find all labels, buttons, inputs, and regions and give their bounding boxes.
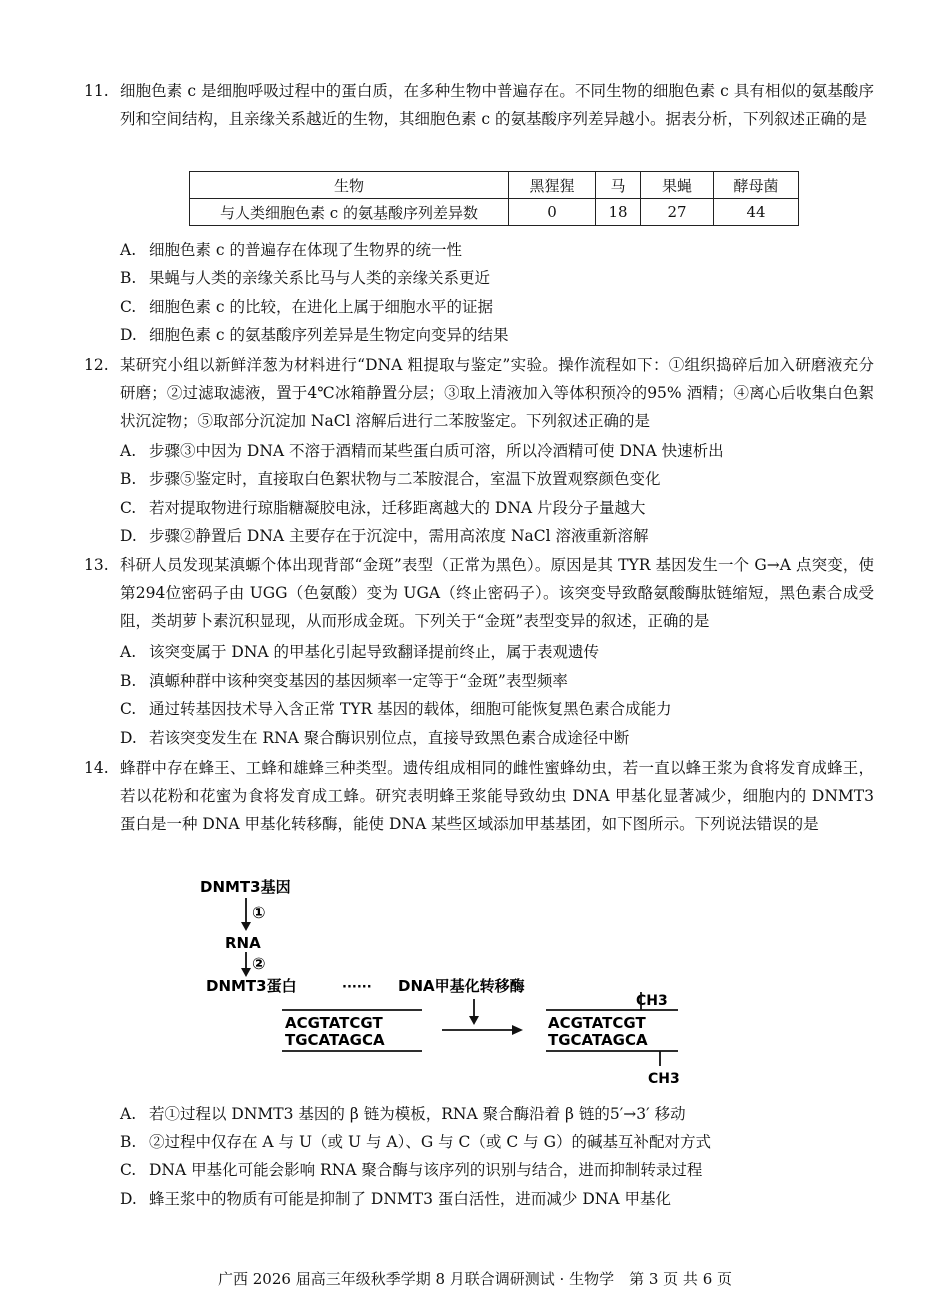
option-text: 细胞色素 c 的氨基酸序列差异是生物定向变异的结果: [149, 326, 509, 344]
dnmt3-gene-label: DNMT3基因: [200, 878, 291, 896]
option-b[interactable]: [120, 1128, 880, 1156]
option-label: D.: [120, 527, 137, 545]
step-1-label: ①: [252, 903, 266, 922]
option-b[interactable]: [120, 465, 880, 493]
methylation-diagram: [190, 870, 730, 1095]
table-cell: 27: [641, 199, 714, 226]
methyl-group-bottom: CH3: [648, 1071, 680, 1087]
option-label: A.: [120, 643, 137, 661]
option-text: 若该突变发生在 RNA 聚合酶识别位点，直接导致黑色素合成途径中断: [149, 729, 630, 747]
option-label: B.: [120, 269, 137, 287]
table-cell: 黑猩猩: [509, 172, 596, 199]
option-d[interactable]: [120, 321, 880, 349]
option-text: ②过程中仅存在 A 与 U（或 U 与 A）、G 与 C（或 C 与 G）的碱基互补配对方式: [149, 1133, 711, 1151]
table-cell: 44: [714, 199, 799, 226]
arrow-head: [241, 922, 251, 931]
arrow-head: [512, 1025, 523, 1035]
dna-strand-top: ACGTATCGT: [285, 1014, 383, 1032]
question-12: [84, 351, 874, 435]
option-c[interactable]: [120, 293, 880, 321]
option-b[interactable]: [120, 667, 880, 695]
option-a[interactable]: [120, 638, 880, 666]
table-cell: 马: [596, 172, 641, 199]
question-stem: 蜂群中存在蜂王、工蜂和雄蜂三种类型。遗传组成相同的雌性蜜蜂幼虫，若一直以蜂王浆为食将发育成蜂王，若以花粉和花蜜为食将发育成工蜂。研究表明蜂王浆能导致幼虫 DNA 甲基化显著减少，细胞内的 DNMT3 蛋白是一种 DNA 甲基化转移酶，能使 DNA 某些区域添加甲基基团，如下图所示。下列说法错误的是: [120, 759, 874, 833]
question-11: [84, 77, 874, 133]
table-cell: 0: [509, 199, 596, 226]
question-number: 14.: [84, 759, 109, 777]
dnmt3-protein-label: DNMT3蛋白: [206, 977, 297, 995]
option-label: D.: [120, 326, 137, 344]
option-d[interactable]: [120, 1185, 880, 1213]
question-number: 11.: [84, 82, 109, 100]
question-number: 13.: [84, 556, 109, 574]
option-text: 细胞色素 c 的比较，在进化上属于细胞水平的证据: [149, 298, 494, 316]
option-c[interactable]: [120, 695, 880, 723]
table-row: [190, 199, 799, 226]
option-d[interactable]: [120, 522, 880, 550]
option-label: D.: [120, 729, 137, 747]
question-14: [84, 754, 874, 838]
arrow-head: [241, 968, 251, 977]
option-label: D.: [120, 1190, 137, 1208]
methyl-group-top: CH3: [636, 993, 668, 1009]
question-stem: 某研究小组以新鲜洋葱为材料进行“DNA 粗提取与鉴定”实验。操作流程如下：①组织捣碎后加入研磨液充分研磨；②过滤取滤液，置于4℃冰箱静置分层；③取上清液加入等体积预冷的95% 酒精；④离心后收集白色絮状沉淀物；⑤取部分沉淀加 NaCl 溶解后进行二苯胺鉴定。下列叙述正确的是: [120, 356, 874, 430]
option-a[interactable]: [120, 236, 880, 264]
option-text: 该突变属于 DNA 的甲基化引起导致翻译提前终止，属于表观遗传: [149, 643, 600, 661]
option-label: A.: [120, 1105, 137, 1123]
option-b[interactable]: [120, 264, 880, 292]
option-label: C.: [120, 298, 137, 316]
table-cell: 生物: [190, 172, 509, 199]
option-d[interactable]: [120, 724, 880, 752]
option-text: DNA 甲基化可能会影响 RNA 聚合酶与该序列的识别与结合，进而抑制转录过程: [149, 1161, 703, 1179]
question-13: [84, 551, 874, 635]
table-cell: 果蝇: [641, 172, 714, 199]
option-text: 步骤⑤鉴定时，直接取白色絮状物与二苯胺混合，室温下放置观察颜色变化: [149, 470, 661, 488]
option-text: 滇螈种群中该种突变基因的基因频率一定等于“金斑”表型频率: [149, 672, 568, 690]
option-label: B.: [120, 470, 137, 488]
ellipsis: ······: [342, 980, 372, 995]
option-label: C.: [120, 1161, 137, 1179]
question-stem: 细胞色素 c 是细胞呼吸过程中的蛋白质，在多种生物中普遍存在。不同生物的细胞色素 c 具有相似的氨基酸序列和空间结构，且亲缘关系越近的生物，其细胞色素 c 的氨基酸序列差异越小。据表分析，下列叙述正确的是: [120, 82, 874, 128]
option-a[interactable]: [120, 1100, 880, 1128]
option-text: 若①过程以 DNMT3 基因的 β 链为模板，RNA 聚合酶沿着 β 链的5′→3′ 移动: [149, 1105, 686, 1123]
option-text: 步骤③中因为 DNA 不溶于酒精而某些蛋白质可溶，所以冷酒精可使 DNA 快速析出: [149, 442, 724, 460]
rna-label: RNA: [225, 934, 261, 952]
table-cell: 酵母菌: [714, 172, 799, 199]
option-text: 蜂王浆中的物质有可能是抑制了 DNMT3 蛋白活性，进而减少 DNA 甲基化: [149, 1190, 671, 1208]
option-text: 细胞色素 c 的普遍存在体现了生物界的统一性: [149, 241, 463, 259]
option-label: A.: [120, 241, 137, 259]
option-label: A.: [120, 442, 137, 460]
question-stem: 科研人员发现某滇螈个体出现背部“金斑”表型（正常为黑色）。原因是其 TYR 基因发生一个 G→A 点突变，使第294位密码子由 UGG（色氨酸）变为 UGA（终止密码子）。该突变导致酪氨酸酶肽链缩短，黑色素合成受阻，类胡萝卜素沉积显现，从而形成金斑。下列关于“金斑”表型变异的叙述，正确的是: [120, 556, 874, 630]
option-label: B.: [120, 1133, 137, 1151]
arrow-head: [469, 1016, 479, 1025]
dna-strand-bottom: TGCATAGCA: [548, 1031, 648, 1049]
enzyme-label: DNA甲基化转移酶: [398, 977, 525, 995]
dna-strand-top: ACGTATCGT: [548, 1014, 646, 1032]
option-text: 果蝇与人类的亲缘关系比马与人类的亲缘关系更近: [149, 269, 491, 287]
option-text: 通过转基因技术导入含正常 TYR 基因的载体，细胞可能恢复黑色素合成能力: [149, 700, 672, 718]
option-c[interactable]: [120, 494, 880, 522]
dna-strand-bottom: TGCATAGCA: [285, 1031, 385, 1049]
option-text: 若对提取物进行琼脂糖凝胶电泳，迁移距离越大的 DNA 片段分子量越大: [149, 499, 646, 517]
option-label: B.: [120, 672, 137, 690]
page-footer: 广西 2026 届高三年级秋季学期 8 月联合调研测试 · 生物学 第 3 页 共 6 页: [217, 1270, 733, 1288]
option-label: C.: [120, 700, 137, 718]
table-cell: 18: [596, 199, 641, 226]
cytochrome-table: [189, 171, 799, 226]
step-2-label: ②: [252, 954, 266, 973]
option-text: 步骤②静置后 DNA 主要存在于沉淀中，需用高浓度 NaCl 溶液重新溶解: [149, 527, 649, 545]
option-c[interactable]: [120, 1156, 880, 1184]
table-header-row: [190, 172, 799, 199]
question-number: 12.: [84, 356, 109, 374]
table-cell: 与人类细胞色素 c 的氨基酸序列差异数: [190, 199, 509, 226]
option-label: C.: [120, 499, 137, 517]
option-a[interactable]: [120, 437, 880, 465]
